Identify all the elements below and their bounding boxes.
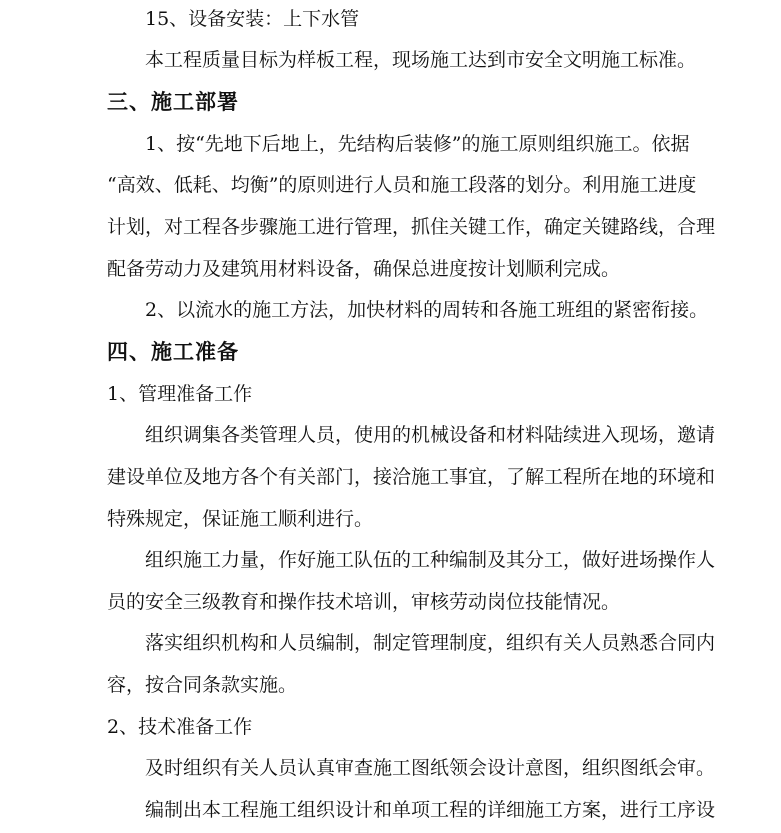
equipment-item-15: 15、设备安装：上下水管 — [145, 8, 360, 30]
technical-paragraph-1: 及时组织有关人员认真审查施工图纸领会设计意图，组织图纸会审。 — [145, 757, 716, 779]
subheading-technical-preparation: 2、技术准备工作 — [107, 716, 253, 738]
management-paragraph-1-line-1: 组织调集各类管理人员，使用的机械设备和材料陆续进入现场，邀请 — [145, 424, 716, 446]
management-paragraph-3-line-1: 落实组织机构和人员编制，制定管理制度，组织有关人员熟悉合同内 — [145, 632, 716, 654]
management-paragraph-2-line-2: 员的安全三级教育和操作技术培训，审核劳动岗位技能情况。 — [107, 591, 621, 613]
management-paragraph-3-line-2: 容，按合同条款实施。 — [107, 674, 298, 696]
management-paragraph-2-line-1: 组织施工力量，作好施工队伍的工种编制及其分工，做好进场操作人 — [145, 549, 716, 571]
technical-paragraph-2-line-1: 编制出本工程施工组织设计和单项工程的详细施工方案，进行工序设 — [145, 799, 716, 821]
quality-target-paragraph: 本工程质量目标为样板工程，现场施工达到市安全文明施工标准。 — [145, 49, 697, 71]
deployment-paragraph-1-line-4: 配备劳动力及建筑用材料设备，确保总进度按计划顺利完成。 — [107, 258, 621, 280]
section-heading-construction-preparation: 四、施工准备 — [107, 340, 239, 364]
management-paragraph-1-line-2: 建设单位及地方各个有关部门，接洽施工事宜，了解工程所在地的环境和 — [107, 466, 716, 488]
subheading-management-preparation: 1、管理准备工作 — [107, 383, 253, 405]
management-paragraph-1-line-3: 特殊规定，保证施工顺利进行。 — [107, 508, 374, 530]
deployment-paragraph-1-line-1: 1、按“先地下后地上，先结构后装修”的施工原则组织施工。依据 — [145, 133, 690, 155]
section-heading-construction-deployment: 三、施工部署 — [107, 90, 239, 114]
deployment-paragraph-1-line-3: 计划，对工程各步骤施工进行管理，抓住关键工作，确定关键路线，合理 — [107, 216, 716, 238]
deployment-paragraph-2: 2、以流水的施工方法，加快材料的周转和各施工班组的紧密衔接。 — [145, 299, 709, 321]
deployment-paragraph-1-line-2: “高效、低耗、均衡”的原则进行人员和施工段落的划分。利用施工进度 — [107, 174, 697, 196]
